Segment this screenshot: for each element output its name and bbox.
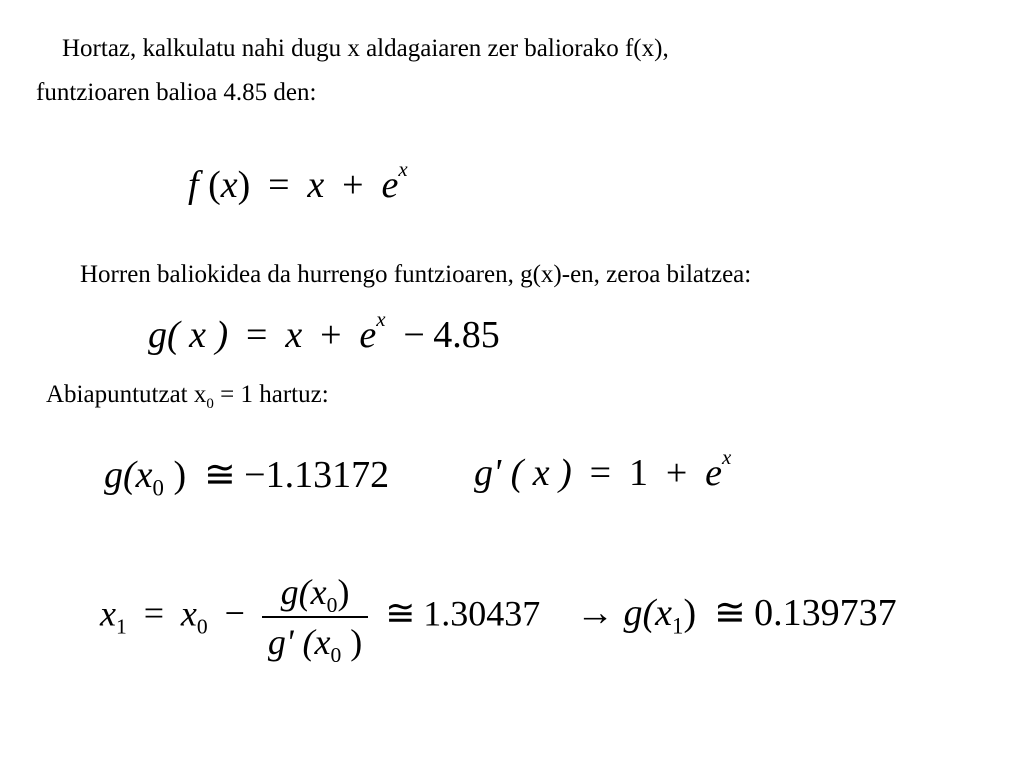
eq-gp-one: 1: [628, 452, 648, 494]
eq-f-exponent: x: [398, 157, 408, 182]
eq-gx1-arrow: →: [576, 592, 614, 634]
eq-g0-g: g(: [104, 454, 136, 496]
eq-x1-minus: −: [224, 593, 245, 634]
eq-gp-equals: =: [589, 452, 612, 494]
num-close: ): [337, 572, 350, 612]
eq-gp-exponent: x: [722, 445, 732, 470]
eq-x1-numerator: [262, 570, 368, 618]
eq-gx1-x: x: [655, 592, 673, 634]
eq-x1-sub0: 0: [196, 614, 208, 639]
equation-x1: [100, 570, 541, 668]
eq-g-lhs: g( x ): [148, 314, 229, 356]
eq-g-term1: x: [285, 314, 303, 356]
eq-gx1-close: ): [683, 592, 697, 634]
eq-g-exponent: x: [376, 307, 386, 332]
eq-g-const: 4.85: [433, 314, 500, 356]
start-prefix: Abiapuntutzat x: [46, 381, 207, 408]
eq-gp-lhs: g' ( x ): [474, 452, 572, 494]
eq-f-equals: =: [268, 164, 290, 206]
equation-g-x1: [576, 590, 897, 639]
eq-x1-approx: ≅: [385, 593, 416, 634]
eq-x1-equals: =: [143, 593, 164, 634]
eq-gx1-approx: ≅: [713, 592, 746, 634]
eq-gp-plus: +: [665, 452, 688, 494]
eq-gx1-value: 0.139737: [754, 592, 897, 634]
eq-f-plus: +: [342, 164, 364, 206]
eq-x1-x0: x: [180, 593, 197, 634]
eq-x1-value: 1.30437: [423, 593, 541, 634]
eq-gx1-g: g(: [623, 592, 656, 634]
eq-g0-x: x: [135, 454, 153, 496]
eq-g-equals: =: [246, 314, 268, 356]
equation-g-x0: [104, 452, 390, 501]
equivalence-text: Horren baliokidea da hurrengo funtzioaren, g(x)-en, zeroa bilatzea:: [80, 261, 752, 288]
equation-f: [188, 157, 408, 208]
eq-g-minus: −: [403, 314, 425, 356]
eq-f-term1: x: [307, 164, 325, 206]
num-sub: 0: [326, 593, 338, 618]
eq-x1-sub1: 1: [115, 614, 127, 639]
eq-f-var: x: [220, 164, 238, 206]
num-g: g(: [280, 572, 311, 612]
eq-g0-close: ): [163, 454, 187, 496]
eq-x1-denominator: [262, 618, 368, 668]
eq-f-fn: f: [188, 164, 199, 206]
eq-g-plus: +: [320, 314, 342, 356]
eq-gp-base: e: [705, 452, 722, 494]
den-x: x: [314, 622, 331, 662]
eq-f-rparen: ): [237, 164, 251, 206]
start-sub: 0: [206, 396, 214, 412]
eq-g0-approx: ≅: [203, 454, 236, 496]
eq-f-lparen: (: [208, 164, 221, 206]
eq-x1-fraction: [262, 570, 368, 668]
eq-g0-sub: 0: [152, 475, 164, 501]
intro-line-1: Hortaz, kalkulatu nahi dugu x aldagaiaren zer baliorako f(x),: [62, 35, 669, 62]
eq-gx1-sub: 1: [672, 613, 684, 639]
eq-g0-value: −1.13172: [244, 454, 390, 496]
start-suffix: = 1 hartuz:: [213, 381, 329, 408]
den-sub: 0: [330, 643, 342, 668]
equation-g-prime: [474, 445, 732, 496]
eq-g-base: e: [359, 314, 377, 356]
eq-f-base: e: [381, 164, 399, 206]
eq-x1-x: x: [100, 593, 116, 634]
den-g: g' (: [267, 622, 315, 662]
num-x: x: [310, 572, 327, 612]
den-close: ): [341, 622, 363, 662]
start-text: [46, 380, 329, 410]
intro-line-2: funtzioaren balioa 4.85 den:: [36, 79, 317, 106]
equation-g: [148, 307, 500, 358]
